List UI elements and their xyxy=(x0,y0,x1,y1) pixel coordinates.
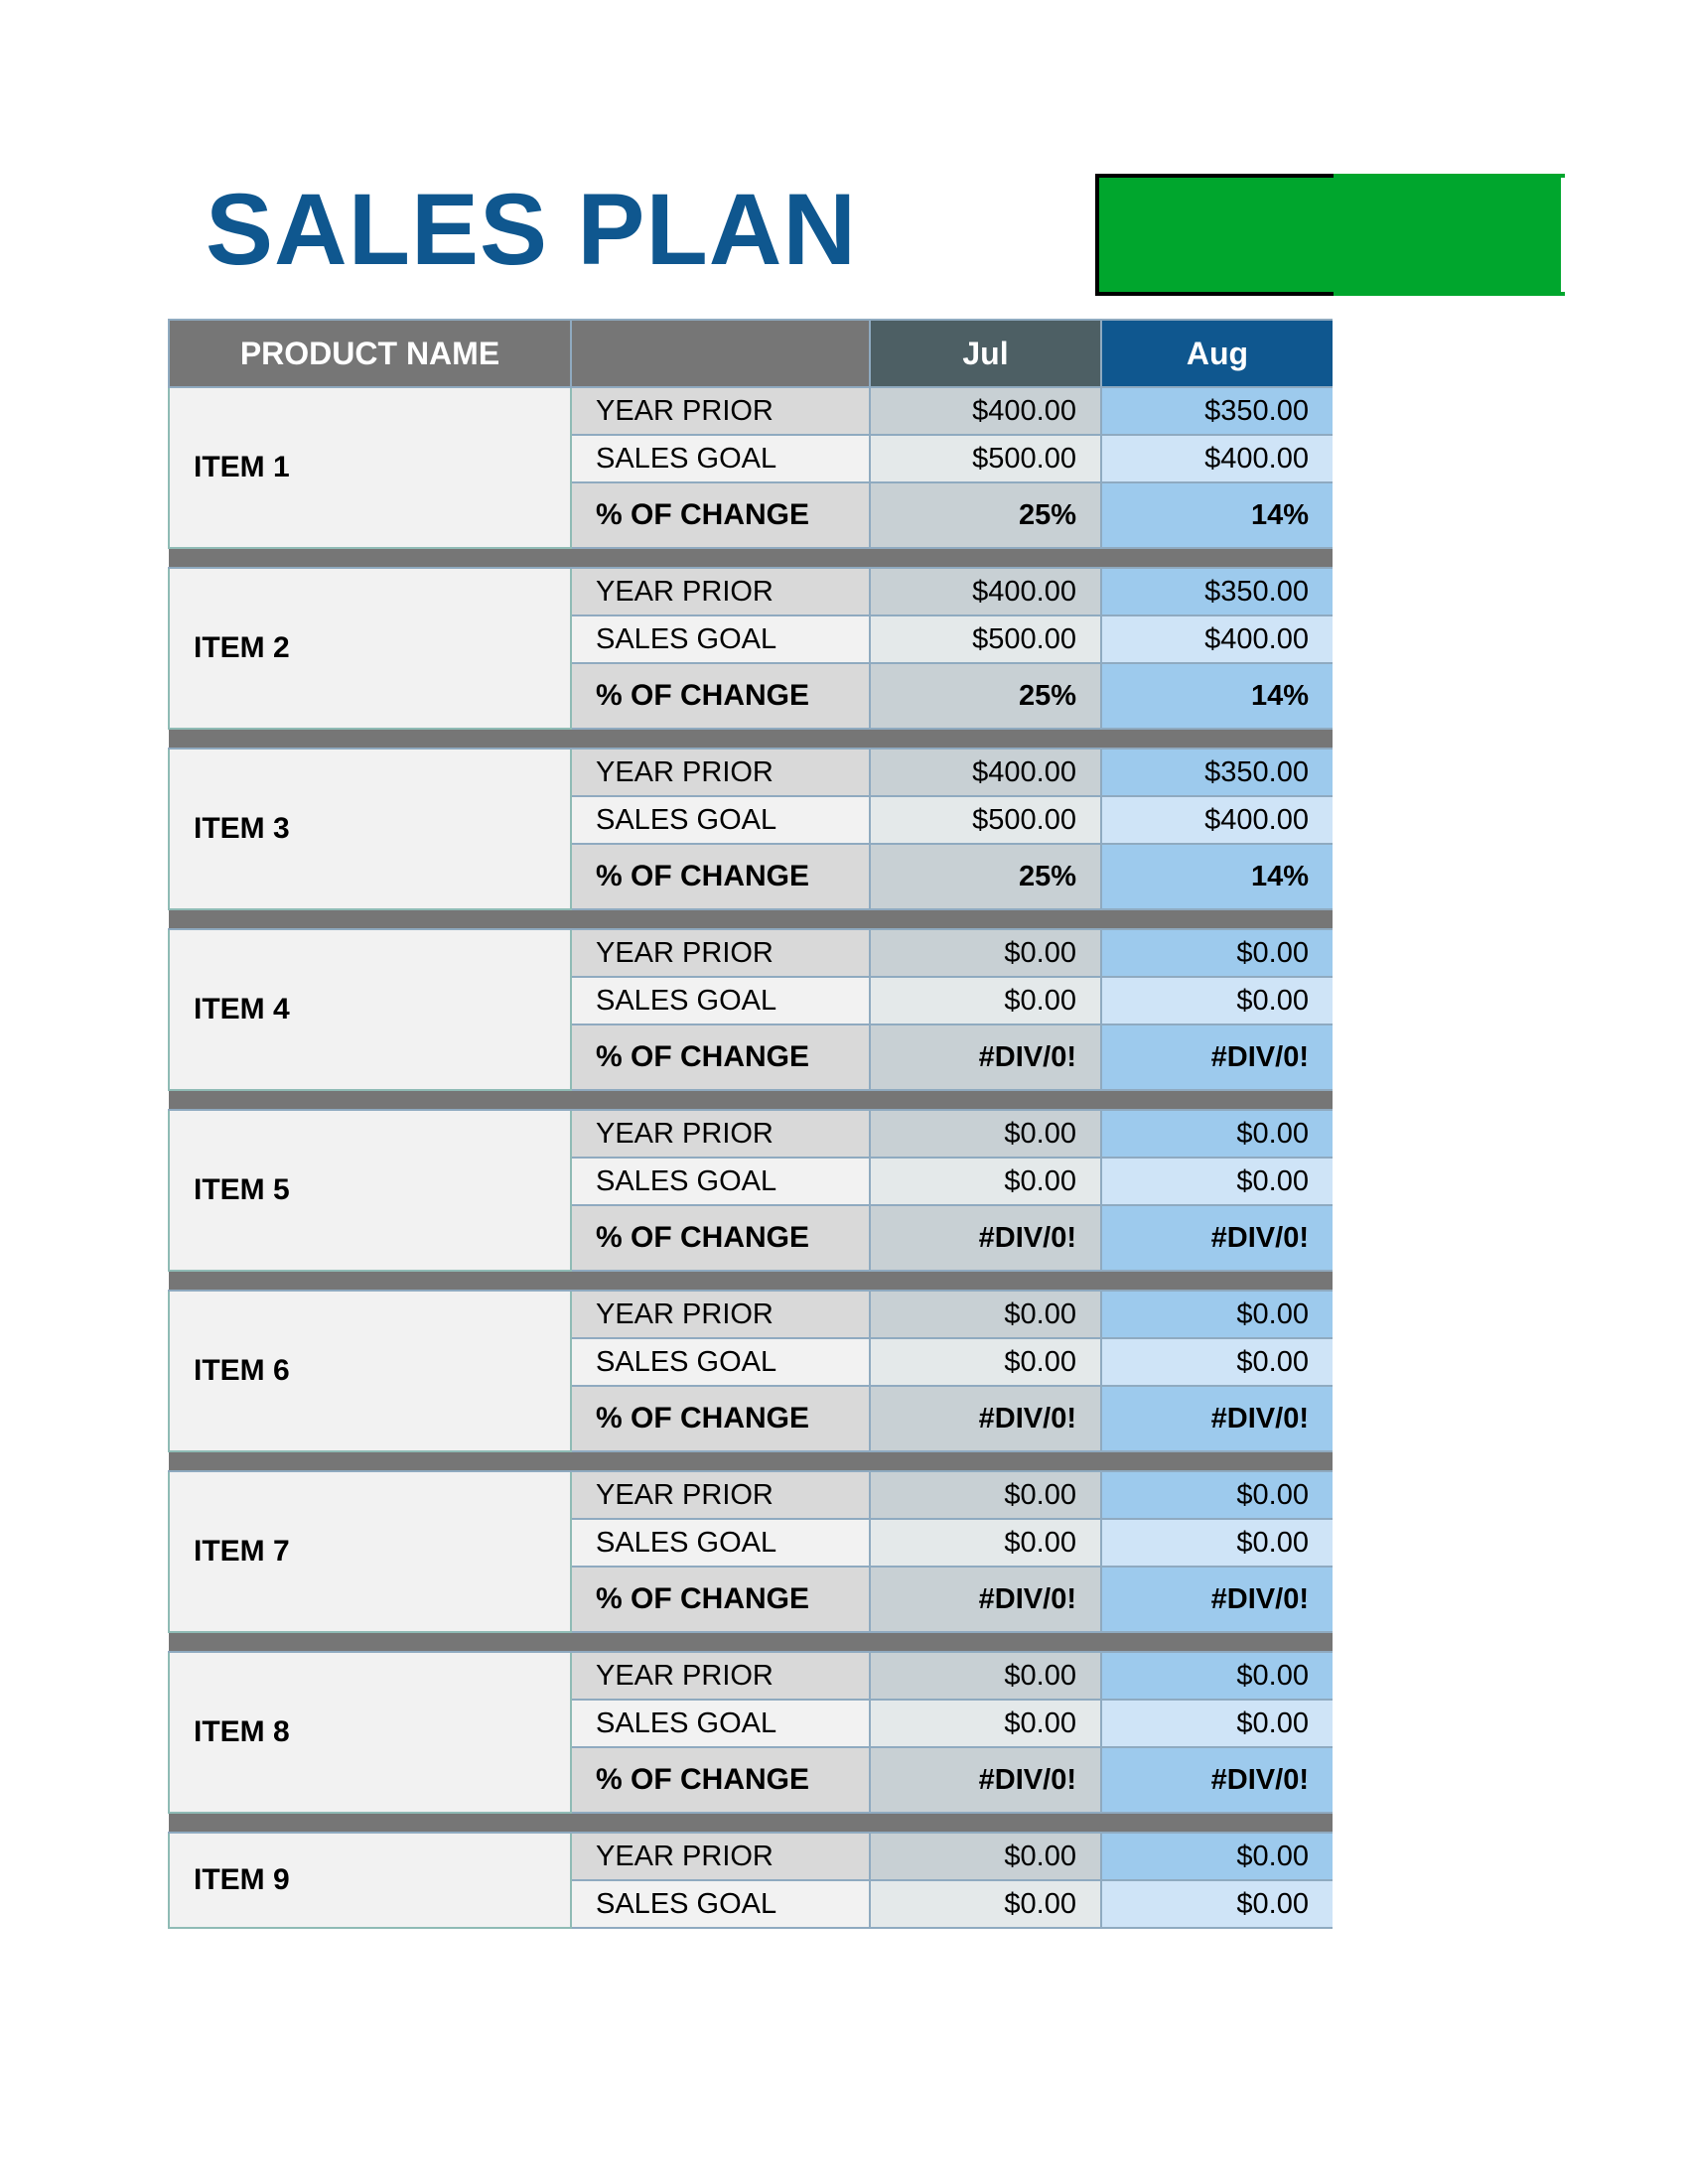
year-prior-aug-cell[interactable]: $0.00 xyxy=(1101,1471,1333,1519)
sales-goal-aug-cell[interactable]: $0.00 xyxy=(1101,1700,1333,1747)
header-row xyxy=(169,320,1333,387)
sales-goal-jul-cell[interactable]: $0.00 xyxy=(870,977,1101,1024)
item-name-cell[interactable]: ITEM 3 xyxy=(169,749,571,909)
item-separator xyxy=(169,1090,1333,1110)
item-separator xyxy=(169,548,1333,568)
sales-goal-aug-cell[interactable]: $400.00 xyxy=(1101,435,1333,482)
year-prior-label[interactable]: YEAR PRIOR xyxy=(571,1110,870,1158)
pct-change-label[interactable]: % OF CHANGE xyxy=(571,844,870,909)
sales-goal-aug-cell[interactable]: $0.00 xyxy=(1101,1519,1333,1567)
pct-change-jul-cell[interactable]: 25% xyxy=(870,482,1101,548)
table-row xyxy=(169,1291,1333,1338)
table-row xyxy=(169,1110,1333,1158)
header-blank[interactable] xyxy=(571,320,870,387)
year-prior-aug-cell[interactable]: $350.00 xyxy=(1101,568,1333,615)
pct-change-label[interactable]: % OF CHANGE xyxy=(571,1386,870,1451)
pct-change-jul-cell[interactable]: #DIV/0! xyxy=(870,1386,1101,1451)
item-name-cell[interactable]: ITEM 9 xyxy=(169,1833,571,1928)
pct-change-aug-cell[interactable]: 14% xyxy=(1101,663,1333,729)
pct-change-label[interactable]: % OF CHANGE xyxy=(571,663,870,729)
pct-change-label[interactable]: % OF CHANGE xyxy=(571,1024,870,1090)
pct-change-aug-cell[interactable]: #DIV/0! xyxy=(1101,1567,1333,1632)
header-jul[interactable]: Jul xyxy=(870,320,1101,387)
year-prior-jul-cell[interactable]: $400.00 xyxy=(870,387,1101,435)
year-prior-label[interactable]: YEAR PRIOR xyxy=(571,568,870,615)
item-separator xyxy=(169,1451,1333,1471)
year-prior-aug-cell[interactable]: $0.00 xyxy=(1101,1833,1333,1880)
pct-change-label[interactable]: % OF CHANGE xyxy=(571,1747,870,1813)
year-prior-jul-cell[interactable]: $0.00 xyxy=(870,1471,1101,1519)
year-prior-jul-cell[interactable]: $0.00 xyxy=(870,1110,1101,1158)
year-prior-aug-cell[interactable]: $0.00 xyxy=(1101,1110,1333,1158)
sales-goal-aug-cell[interactable]: $0.00 xyxy=(1101,1158,1333,1205)
pct-change-aug-cell[interactable]: #DIV/0! xyxy=(1101,1747,1333,1813)
year-prior-label[interactable]: YEAR PRIOR xyxy=(571,1471,870,1519)
sales-plan-sheet xyxy=(168,319,1333,1972)
item-name-cell[interactable]: ITEM 6 xyxy=(169,1291,571,1451)
item-separator xyxy=(169,909,1333,929)
sales-goal-aug-cell[interactable]: $0.00 xyxy=(1101,977,1333,1024)
sales-goal-label[interactable]: SALES GOAL xyxy=(571,796,870,844)
pct-change-label[interactable]: % OF CHANGE xyxy=(571,482,870,548)
sales-plan-table xyxy=(168,319,1333,1929)
sales-goal-jul-cell[interactable]: $0.00 xyxy=(870,1338,1101,1386)
separator-cell xyxy=(169,1451,1333,1471)
pct-change-aug-cell[interactable]: 14% xyxy=(1101,482,1333,548)
table-row xyxy=(169,387,1333,435)
pct-change-jul-cell[interactable]: 25% xyxy=(870,663,1101,729)
pct-change-aug-cell[interactable]: #DIV/0! xyxy=(1101,1024,1333,1090)
separator-cell xyxy=(169,1813,1333,1833)
sales-goal-label[interactable]: SALES GOAL xyxy=(571,1880,870,1928)
sales-goal-jul-cell[interactable]: $0.00 xyxy=(870,1700,1101,1747)
year-prior-label[interactable]: YEAR PRIOR xyxy=(571,387,870,435)
sales-goal-aug-cell[interactable]: $0.00 xyxy=(1101,1880,1333,1928)
sales-goal-jul-cell[interactable]: $500.00 xyxy=(870,796,1101,844)
sales-goal-jul-cell[interactable]: $500.00 xyxy=(870,435,1101,482)
item-name-cell[interactable]: ITEM 8 xyxy=(169,1652,571,1813)
sales-goal-label[interactable]: SALES GOAL xyxy=(571,977,870,1024)
header-aug[interactable]: Aug xyxy=(1101,320,1333,387)
sales-goal-label[interactable]: SALES GOAL xyxy=(571,1519,870,1567)
sales-goal-label[interactable]: SALES GOAL xyxy=(571,1158,870,1205)
table-row xyxy=(169,1833,1333,1880)
year-prior-label[interactable]: YEAR PRIOR xyxy=(571,749,870,796)
separator-cell xyxy=(169,909,1333,929)
year-prior-label[interactable]: YEAR PRIOR xyxy=(571,1291,870,1338)
sales-goal-label[interactable]: SALES GOAL xyxy=(571,1338,870,1386)
year-prior-aug-cell[interactable]: $350.00 xyxy=(1101,749,1333,796)
year-prior-label[interactable]: YEAR PRIOR xyxy=(571,929,870,977)
item-name-cell[interactable]: ITEM 5 xyxy=(169,1110,571,1271)
year-prior-jul-cell[interactable]: $400.00 xyxy=(870,568,1101,615)
sales-goal-label[interactable]: SALES GOAL xyxy=(571,435,870,482)
separator-cell xyxy=(169,1090,1333,1110)
item-separator xyxy=(169,1813,1333,1833)
pct-change-jul-cell[interactable]: #DIV/0! xyxy=(870,1747,1101,1813)
pct-change-aug-cell[interactable]: 14% xyxy=(1101,844,1333,909)
sales-goal-aug-cell[interactable]: $0.00 xyxy=(1101,1338,1333,1386)
year-prior-jul-cell[interactable]: $0.00 xyxy=(870,929,1101,977)
pct-change-label[interactable]: % OF CHANGE xyxy=(571,1205,870,1271)
separator-cell xyxy=(169,548,1333,568)
sales-goal-jul-cell[interactable]: $0.00 xyxy=(870,1158,1101,1205)
sales-goal-jul-cell[interactable]: $500.00 xyxy=(870,615,1101,663)
table-row xyxy=(169,1471,1333,1519)
separator-cell xyxy=(169,1632,1333,1652)
item-name-cell[interactable]: ITEM 2 xyxy=(169,568,571,729)
table-row xyxy=(169,749,1333,796)
green-status-box xyxy=(1095,174,1561,296)
table-body xyxy=(169,387,1333,1928)
item-separator xyxy=(169,1271,1333,1291)
year-prior-jul-cell[interactable]: $0.00 xyxy=(870,1652,1101,1700)
year-prior-jul-cell[interactable]: $0.00 xyxy=(870,1833,1101,1880)
item-separator xyxy=(169,729,1333,749)
separator-cell xyxy=(169,1271,1333,1291)
pct-change-aug-cell[interactable]: #DIV/0! xyxy=(1101,1205,1333,1271)
separator-cell xyxy=(169,729,1333,749)
item-name-cell[interactable]: ITEM 7 xyxy=(169,1471,571,1632)
pct-change-jul-cell[interactable]: 25% xyxy=(870,844,1101,909)
table-row xyxy=(169,929,1333,977)
page-title: SALES PLAN xyxy=(206,173,858,286)
sales-goal-jul-cell[interactable]: $0.00 xyxy=(870,1519,1101,1567)
pct-change-jul-cell[interactable]: #DIV/0! xyxy=(870,1205,1101,1271)
year-prior-aug-cell[interactable]: $0.00 xyxy=(1101,1652,1333,1700)
item-separator xyxy=(169,1632,1333,1652)
year-prior-aug-cell[interactable]: $0.00 xyxy=(1101,1291,1333,1338)
pct-change-aug-cell[interactable]: #DIV/0! xyxy=(1101,1386,1333,1451)
pct-change-jul-cell[interactable]: #DIV/0! xyxy=(870,1024,1101,1090)
sales-goal-aug-cell[interactable]: $400.00 xyxy=(1101,615,1333,663)
item-name-cell[interactable]: ITEM 4 xyxy=(169,929,571,1090)
year-prior-aug-cell[interactable]: $350.00 xyxy=(1101,387,1333,435)
year-prior-label[interactable]: YEAR PRIOR xyxy=(571,1833,870,1880)
year-prior-aug-cell[interactable]: $0.00 xyxy=(1101,929,1333,977)
year-prior-jul-cell[interactable]: $0.00 xyxy=(870,1291,1101,1338)
sales-goal-aug-cell[interactable]: $400.00 xyxy=(1101,796,1333,844)
item-name-cell[interactable]: ITEM 1 xyxy=(169,387,571,548)
header-product-name[interactable]: PRODUCT NAME xyxy=(169,320,571,387)
sales-goal-label[interactable]: SALES GOAL xyxy=(571,615,870,663)
year-prior-label[interactable]: YEAR PRIOR xyxy=(571,1652,870,1700)
table-row xyxy=(169,568,1333,615)
pct-change-label[interactable]: % OF CHANGE xyxy=(571,1567,870,1632)
sales-goal-label[interactable]: SALES GOAL xyxy=(571,1700,870,1747)
pct-change-jul-cell[interactable]: #DIV/0! xyxy=(870,1567,1101,1632)
table-row xyxy=(169,1652,1333,1700)
sales-goal-jul-cell[interactable]: $0.00 xyxy=(870,1880,1101,1928)
year-prior-jul-cell[interactable]: $400.00 xyxy=(870,749,1101,796)
